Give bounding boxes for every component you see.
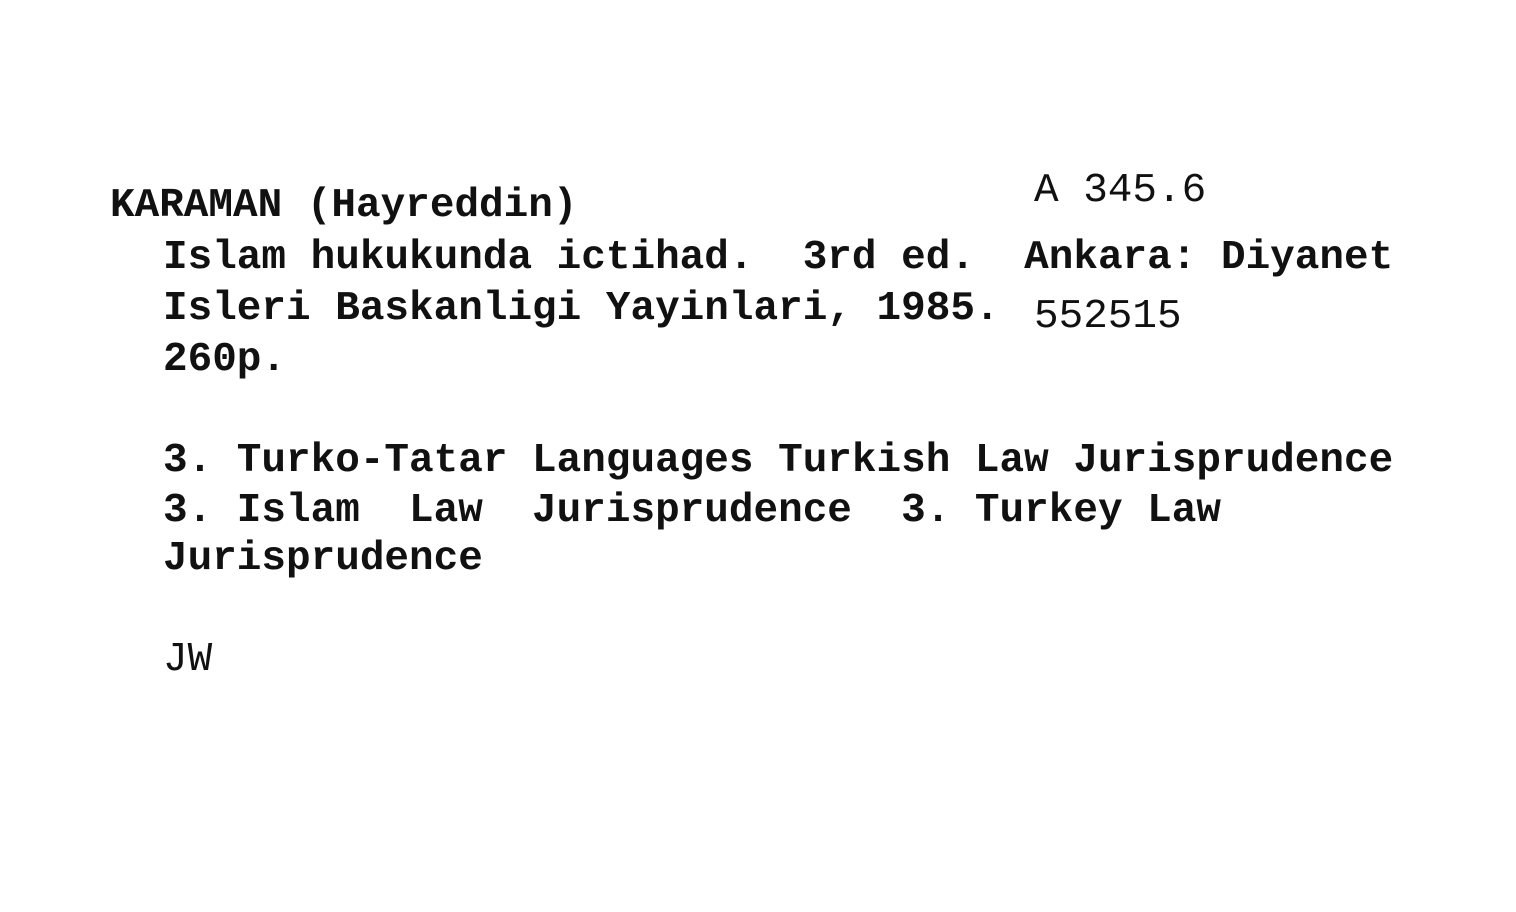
title-line-1: Islam hukukunda ictihad. 3rd ed. Ankara: Diyanet (163, 235, 1394, 281)
subjects-line-2: 3. Islam Law Jurisprudence 3. Turkey Law (163, 488, 1221, 534)
class-mark: A 345.6 (1034, 168, 1207, 214)
cataloguer-initials: JW (163, 637, 213, 683)
title-line-2: Isleri Baskanligi Yayinlari, 1985. (163, 286, 1000, 332)
subjects-line-3: Jurisprudence (163, 536, 483, 582)
author-heading: KARAMAN (Hayreddin) (110, 183, 578, 229)
accession-number: 552515 (1034, 294, 1182, 340)
collation: 260p. (163, 337, 287, 383)
subjects-line-1: 3. Turko-Tatar Languages Turkish Law Jurisprudence (163, 438, 1394, 484)
